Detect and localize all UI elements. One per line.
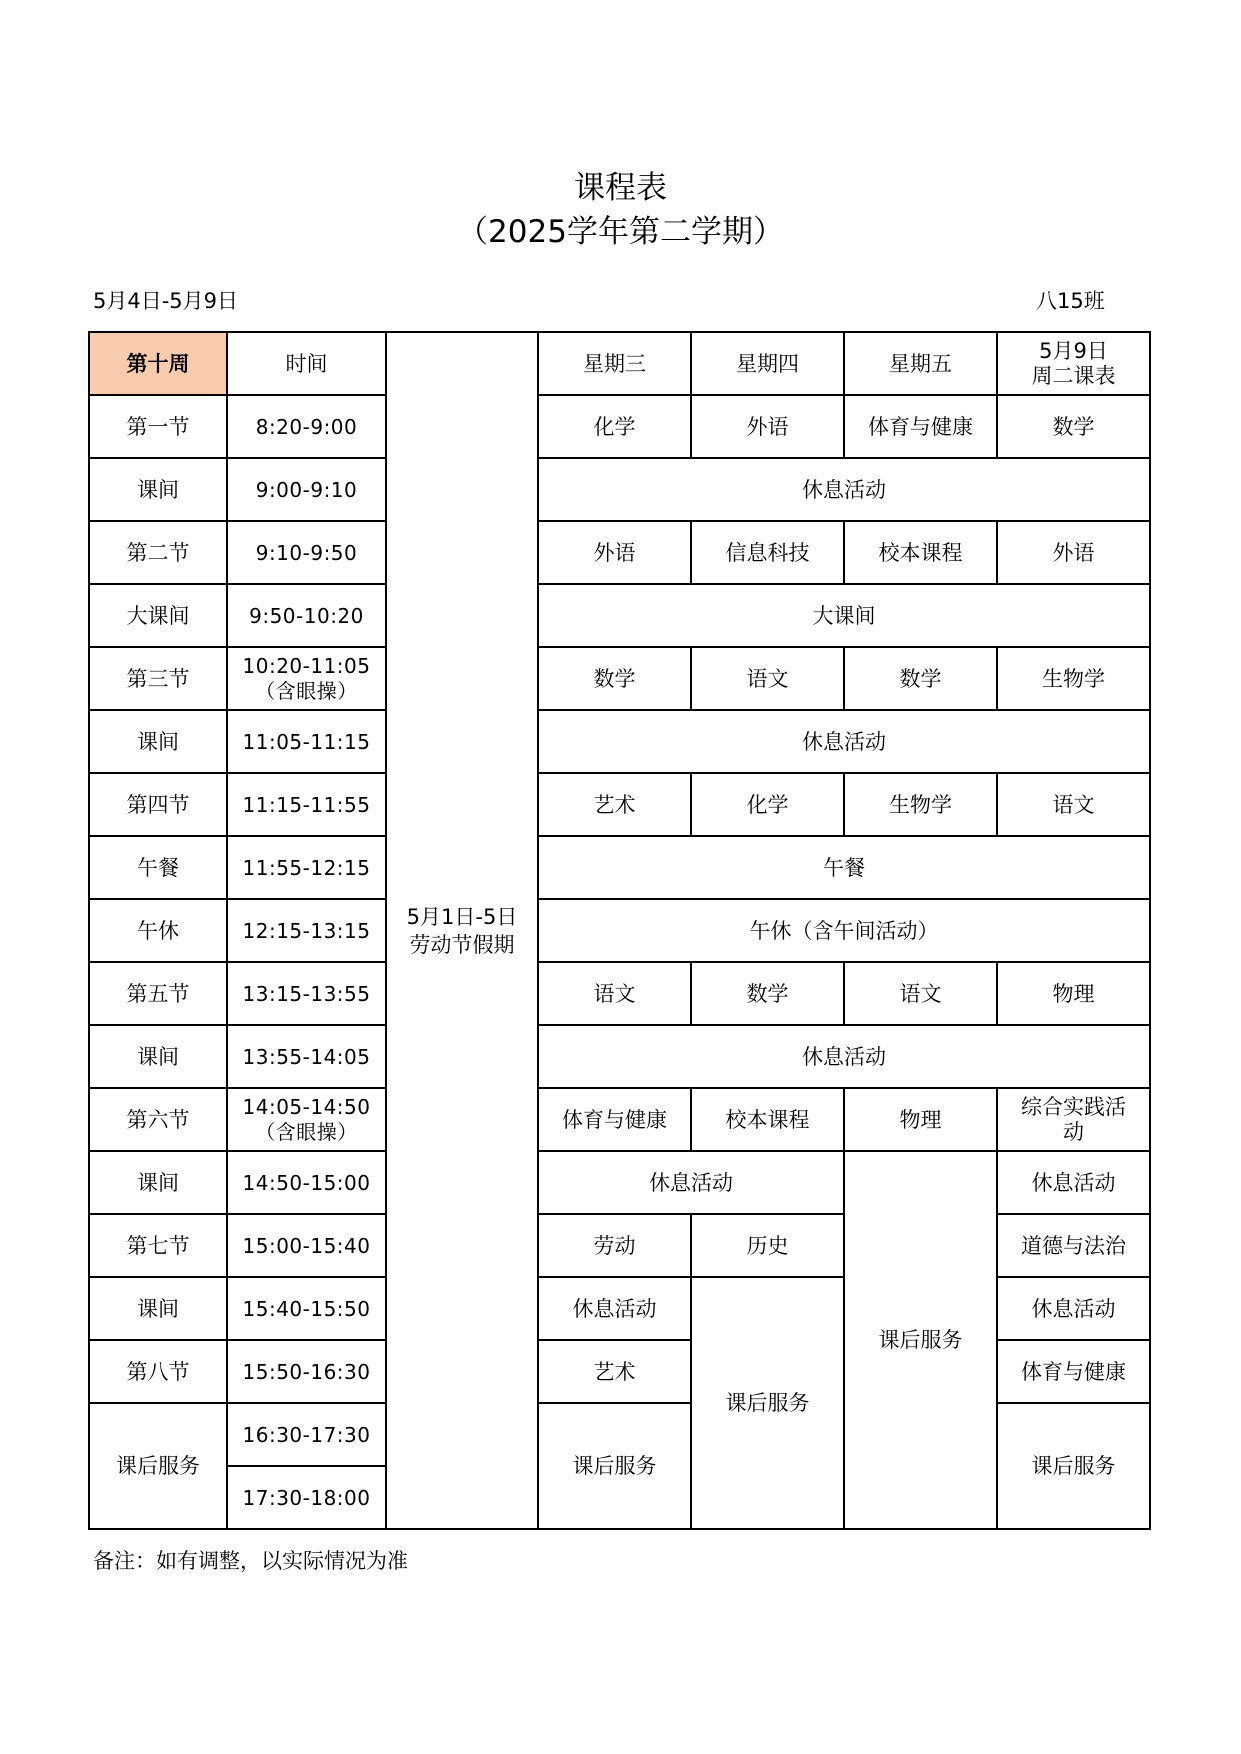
time-cell: 16:30-17:30 bbox=[227, 1403, 386, 1466]
day-header: 星期五 bbox=[844, 332, 997, 395]
merged-activity-cell: 午餐 bbox=[538, 836, 1150, 899]
table-header-row bbox=[89, 332, 1150, 395]
subject-line-2: 动 bbox=[1063, 1119, 1084, 1144]
time-cell: 11:05-11:15 bbox=[227, 710, 386, 773]
after-school-service-cell: 课后服务 bbox=[691, 1277, 844, 1529]
period-cell: 第四节 bbox=[89, 773, 227, 836]
period-cell: 午休 bbox=[89, 899, 227, 962]
time-cell: 15:00-15:40 bbox=[227, 1214, 386, 1277]
table-row bbox=[89, 458, 1150, 521]
time-cell: 13:55-14:05 bbox=[227, 1025, 386, 1088]
time-cell bbox=[227, 1088, 386, 1151]
time-cell: 9:10-9:50 bbox=[227, 521, 386, 584]
time-cell: 14:50-15:00 bbox=[227, 1151, 386, 1214]
time-cell: 13:15-13:55 bbox=[227, 962, 386, 1025]
table-row bbox=[89, 962, 1150, 1025]
subject-cell: 外语 bbox=[691, 395, 844, 458]
after-school-service-cell: 课后服务 bbox=[538, 1403, 691, 1529]
table-row bbox=[89, 584, 1150, 647]
subject-cell: 休息活动 bbox=[997, 1151, 1150, 1214]
time-cell: 12:15-13:15 bbox=[227, 899, 386, 962]
subject-cell: 体育与健康 bbox=[844, 395, 997, 458]
subject-cell: 历史 bbox=[691, 1214, 844, 1277]
subject-cell: 物理 bbox=[997, 962, 1150, 1025]
period-cell: 第二节 bbox=[89, 521, 227, 584]
date-range: 5月4日-5月9日 bbox=[93, 289, 239, 313]
subject-cell: 外语 bbox=[538, 521, 691, 584]
time-range: 10:20-11:05 bbox=[242, 653, 371, 678]
time-cell: 17:30-18:00 bbox=[227, 1466, 386, 1529]
table-row bbox=[89, 836, 1150, 899]
subject-cell: 数学 bbox=[844, 647, 997, 710]
time-header: 时间 bbox=[227, 332, 386, 395]
after-school-service-cell: 课后服务 bbox=[997, 1403, 1150, 1529]
period-cell: 第七节 bbox=[89, 1214, 227, 1277]
period-cell: 第一节 bbox=[89, 395, 227, 458]
time-cell bbox=[227, 647, 386, 710]
time-note: （含眼操） bbox=[255, 678, 358, 703]
period-cell: 课间 bbox=[89, 1151, 227, 1214]
subject-cell: 生物学 bbox=[844, 773, 997, 836]
after-school-service-cell: 课后服务 bbox=[844, 1151, 997, 1529]
subject-cell: 劳动 bbox=[538, 1214, 691, 1277]
special-day-header bbox=[997, 332, 1150, 395]
page-subtitle: （2025学年第二学期） bbox=[457, 214, 784, 250]
subject-cell: 外语 bbox=[997, 521, 1150, 584]
special-day-line-1: 5月9日 bbox=[1039, 338, 1108, 363]
subject-cell: 艺术 bbox=[538, 1340, 691, 1403]
subject-cell: 语文 bbox=[997, 773, 1150, 836]
schedule-table bbox=[88, 331, 1151, 1530]
period-cell: 大课间 bbox=[89, 584, 227, 647]
class-name: 八15班 bbox=[1036, 289, 1105, 313]
page-title: 课程表 bbox=[574, 170, 667, 206]
table-row bbox=[89, 521, 1150, 584]
merged-activity-cell: 休息活动 bbox=[538, 1151, 844, 1214]
subject-cell: 数学 bbox=[691, 962, 844, 1025]
time-cell: 9:50-10:20 bbox=[227, 584, 386, 647]
day-header: 星期三 bbox=[538, 332, 691, 395]
merged-activity-cell: 大课间 bbox=[538, 584, 1150, 647]
table-row bbox=[89, 647, 1150, 710]
merged-activity-cell: 休息活动 bbox=[538, 458, 1150, 521]
table-row bbox=[89, 899, 1150, 962]
time-cell: 11:15-11:55 bbox=[227, 773, 386, 836]
time-note: （含眼操） bbox=[255, 1119, 358, 1144]
time-cell: 15:40-15:50 bbox=[227, 1277, 386, 1340]
table-row bbox=[89, 1025, 1150, 1088]
subject-line-1: 综合实践活 bbox=[1021, 1094, 1126, 1119]
period-cell: 课后服务 bbox=[89, 1403, 227, 1529]
subject-cell: 化学 bbox=[538, 395, 691, 458]
subject-cell: 化学 bbox=[691, 773, 844, 836]
merged-activity-cell: 休息活动 bbox=[538, 710, 1150, 773]
period-cell: 午餐 bbox=[89, 836, 227, 899]
subject-cell: 休息活动 bbox=[997, 1277, 1150, 1340]
subject-cell: 校本课程 bbox=[691, 1088, 844, 1151]
subject-cell: 体育与健康 bbox=[538, 1088, 691, 1151]
subject-cell: 信息科技 bbox=[691, 521, 844, 584]
time-range: 14:05-14:50 bbox=[242, 1094, 371, 1119]
period-cell: 第五节 bbox=[89, 962, 227, 1025]
period-cell: 课间 bbox=[89, 1277, 227, 1340]
period-cell: 课间 bbox=[89, 710, 227, 773]
time-cell: 15:50-16:30 bbox=[227, 1340, 386, 1403]
period-cell: 课间 bbox=[89, 1025, 227, 1088]
subject-cell: 休息活动 bbox=[538, 1277, 691, 1340]
time-cell: 9:00-9:10 bbox=[227, 458, 386, 521]
merged-activity-cell: 休息活动 bbox=[538, 1025, 1150, 1088]
table-row bbox=[89, 710, 1150, 773]
time-cell: 11:55-12:15 bbox=[227, 836, 386, 899]
table-row bbox=[89, 395, 1150, 458]
table-row bbox=[89, 1088, 1150, 1151]
holiday-line-1: 5月1日-5日 bbox=[406, 904, 518, 929]
table-row bbox=[89, 773, 1150, 836]
holiday-line-2: 劳动节假期 bbox=[409, 932, 515, 957]
special-day-line-2: 周二课表 bbox=[1031, 363, 1116, 388]
subject-cell: 道德与法治 bbox=[997, 1214, 1150, 1277]
merged-activity-cell: 午休（含午间活动） bbox=[538, 899, 1150, 962]
subject-cell: 语文 bbox=[844, 962, 997, 1025]
period-cell: 第三节 bbox=[89, 647, 227, 710]
time-cell: 8:20-9:00 bbox=[227, 395, 386, 458]
period-cell: 第八节 bbox=[89, 1340, 227, 1403]
footnote: 备注：如有调整，以实际情况为准 bbox=[93, 1549, 408, 1573]
subject-cell: 语文 bbox=[538, 962, 691, 1025]
subject-cell: 艺术 bbox=[538, 773, 691, 836]
subject-cell: 数学 bbox=[538, 647, 691, 710]
table-row bbox=[89, 1151, 1150, 1214]
holiday-cell bbox=[386, 332, 538, 1529]
day-header: 星期四 bbox=[691, 332, 844, 395]
subject-cell bbox=[997, 1088, 1150, 1151]
period-cell: 第六节 bbox=[89, 1088, 227, 1151]
subject-cell: 物理 bbox=[844, 1088, 997, 1151]
week-label: 第十周 bbox=[89, 332, 227, 395]
subject-cell: 数学 bbox=[997, 395, 1150, 458]
subject-cell: 语文 bbox=[691, 647, 844, 710]
period-cell: 课间 bbox=[89, 458, 227, 521]
subject-cell: 体育与健康 bbox=[997, 1340, 1150, 1403]
subject-cell: 生物学 bbox=[997, 647, 1150, 710]
subject-cell: 校本课程 bbox=[844, 521, 997, 584]
